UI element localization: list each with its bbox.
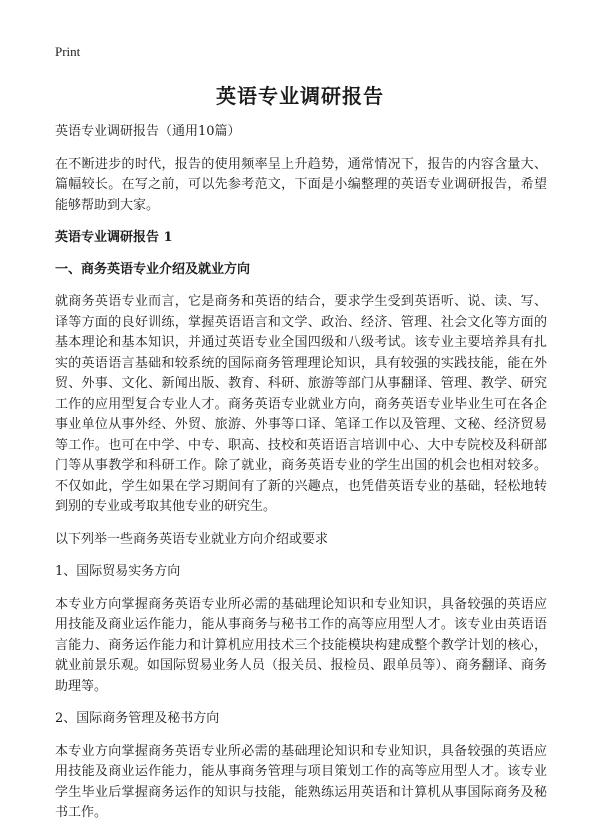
list-item-body: 本专业方向掌握商务英语专业所必需的基础理论知识和专业知识，具备较强的英语应用技能及商业运作能力，能从事商务管理与项目策划工作的高等应用型人才。该专业学生毕业后掌握商务运作的知识与技能，能熟练运用英语和计算机从事国际商务及秘书工作。 xyxy=(55,743,547,820)
list-item-body: 本专业方向掌握商务英语专业所必需的基础理论知识和专业知识，具备较强的英语应用技能及商业运作能力，能从事商务与秘书工作的高等应用型人才。该专业由英语语言能力、商务运作能力和计算机应用技术三个技能模块构建成整个教学计划的核心，就业前景乐观。如国际贸易业务人员（报关员、报检员、跟单员等）、商务翻译、商务助理等。 xyxy=(55,596,547,694)
body-paragraph: 以下列举一些商务英语专业就业方向介绍或要求 xyxy=(55,531,329,547)
section-title: 英语专业调研报告 1 xyxy=(55,230,173,245)
body-paragraph: 就商务英语专业而言，它是商务和英语的结合，要求学生受到英语听、说、读、写、译等方面的良好训练，掌握英语语言和文学、政治、经济、管理、社会文化等方面的基本理论和基本知识，并通过英语专业全国四级和八级考试。该专业主要培养具有扎实的英语语言基础和较系统的国际商务管理理论知识，具有较强的实践技能，能在外贸、外事、文化、新闻出版、教育、科研、旅游等部门从事翻译、管理、教学、研究工作的应用型复合专业人才。商务英语专业就业方向，商务英语专业毕业生可在各企事业单位从事外经、外贸、旅游、外事等口译、笔译工作以及管理、文秘、经济贸易等工作。也可在中学、中专、职高、技校和英语语言培训中心、大中专院校及科研部门等从事教学和科研工作。除了就业，商务英语专业的学生出国的机会也相对较多。不仅如此，学生如果在学习期间有了新的兴趣点，也凭借英语专业的基础，轻松地转到别的专业或考取其他专业的研究生。 xyxy=(55,294,547,514)
document-body xyxy=(55,122,547,836)
section-heading: 一、商务英语专业介绍及就业方向 xyxy=(55,262,251,277)
intro-paragraph: 在不断进步的时代，报告的使用频率呈上升趋势，通常情况下，报告的内容含量大、篇幅较长。在写之前，可以先参考范文，下面是小编整理的英语专业调研报告，希望能够帮助到大家。 xyxy=(55,156,547,213)
print-link[interactable]: Print xyxy=(55,44,81,59)
document-subtitle: 英语专业调研报告（通用10篇） xyxy=(55,124,241,139)
list-item-title: 1、国际贸易实务方向 xyxy=(55,564,181,579)
page-title: 英语专业调研报告 xyxy=(216,84,384,108)
list-item-title: 2、国际商务管理及秘书方向 xyxy=(55,711,220,726)
